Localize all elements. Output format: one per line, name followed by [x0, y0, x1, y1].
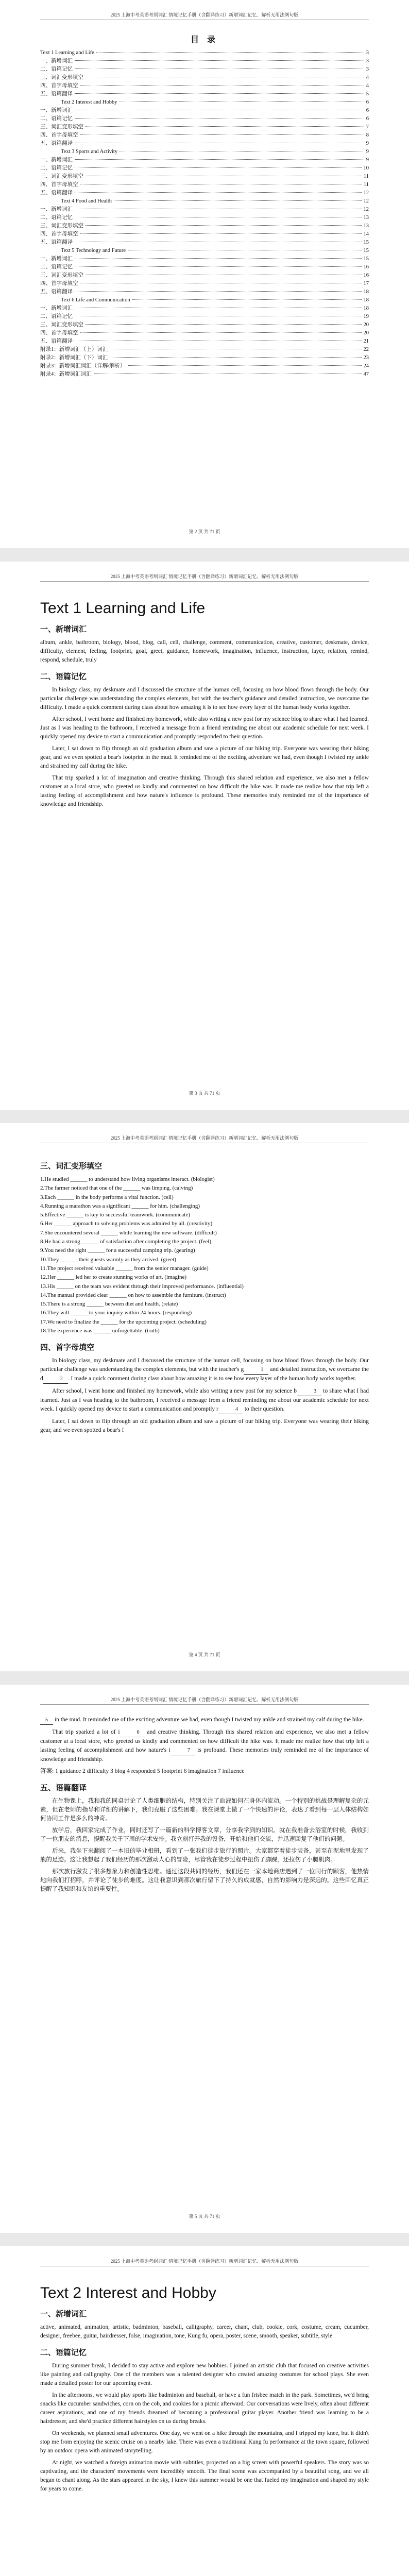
cloze-blank[interactable]: 2 [43, 1375, 68, 1384]
toc-entry[interactable] [40, 189, 369, 197]
passage-paragraph: After school, I went home and finished my homework, while also writing a new post for my science blog to share what I had learned. Just as I was heading to the bathroom, I received a message from a friend reminding me about our academic schedule for next week. I quickly opened my device to start a communication and promptly responded to their question. [40, 716, 369, 740]
toc-entry-title: Text 4 Food and Health [61, 198, 112, 204]
toc-leader-dots [75, 60, 364, 61]
toc-entry-title: 二、语篇记忆 [40, 314, 73, 319]
toc-entry[interactable] [40, 90, 369, 98]
translation-paragraph: 那次旅行激发了很多想象力和创造性思维。通过这段共同的经历，我们还在一家本地商店遇到了一位同行的顾客，他热情地向我们打招呼，并评论了徒步的难度。这让我意识到那次旅行留下了持久的成就感，自然的影响力是深远的。这些回忆真正提醒了我知识和友谊的重要性。 [40, 1869, 369, 1892]
cloze-paragraph [40, 1387, 369, 1414]
toc-entry-title: 四、首字母填空 [40, 231, 78, 237]
exercise-item: 4.Running a marathon was a significant ______ for him. (challenging) [40, 1202, 200, 1209]
toc-entry[interactable] [40, 131, 369, 140]
toc-entry-page: 18 [363, 297, 369, 303]
toc-entry[interactable] [40, 239, 369, 247]
toc-entry[interactable] [40, 140, 369, 148]
toc-entry[interactable] [40, 263, 369, 272]
toc-entry-title: Text 6 Life and Communication [61, 297, 130, 303]
toc-entry[interactable] [40, 156, 369, 164]
toc-entry[interactable] [40, 57, 369, 65]
cloze-blank[interactable]: 6 [120, 1728, 145, 1737]
toc-entry[interactable] [40, 337, 369, 346]
section-heading-word-forms: 三、词汇变形填空 [40, 1162, 103, 1171]
section-heading-passage: 二、语篇记忆 [40, 672, 87, 681]
toc-entry-page: 6 [366, 108, 369, 113]
cloze-blank[interactable]: 7 [171, 1746, 195, 1755]
toc-leader-dots [86, 225, 362, 226]
passage-paragraph: In biology class, my deskmate and I discussed the structure of the human cell, focusing on how blood flows through the body. Our particular challenge was understanding the complex elements, but with the teacher's guidance and detailed instruction, we overcame the difficulty. I made a quick comment during class about how amazing it is to see how every layer of the human body works together. [40, 687, 369, 710]
toc-entry-page: 3 [366, 66, 369, 72]
cloze-text: That trip sparked a lot of i [52, 1729, 120, 1735]
running-header: 2025 上海中考英语考纲词汇 情境记忆手册（含翻译练习）新增词汇记忆、解析无用法例句版 [40, 11, 369, 20]
exercise-item: 16.They will ______ to your inquiry within 24 hours. (responding) [40, 1310, 192, 1316]
toc-entry[interactable] [40, 65, 369, 74]
running-header: 2025 上海中考英语考纲词汇 情境记忆手册（含翻译练习）新增词汇记忆、解析无用法例句版 [40, 573, 369, 582]
toc-entry-title: 一、新增词汇 [40, 58, 73, 64]
passage-paragraph: During summer break, I decided to stay active and explore new hobbies. I joined an artistic club that focused on creative activities like painting and calligraphy. One of the members was a talented designer who created amazing costumes for school plays. She even made a detailed poster for our upcoming event. [40, 2363, 369, 2386]
exercise-item: 5.Effective ______ is key to successful teamwork. (communicate) [40, 1212, 190, 1218]
toc-entry-title: Text 2 Interest and Hobby [61, 99, 117, 105]
section-heading-passage: 二、语篇记忆 [40, 2348, 87, 2357]
toc-entry[interactable] [40, 214, 369, 222]
toc-entry-page: 12 [363, 190, 369, 196]
exercise-page [0, 1123, 409, 1671]
toc-leader-dots [75, 266, 362, 267]
cloze-text: to share what I had learned. Just as I was heading to the bathroom, I received a message from a friend reminding me about our academic schedule for next week. I quickly opened my device to start a communication and promptly r [40, 1388, 369, 1413]
toc-entry-page: 16 [363, 273, 369, 278]
text1-page [0, 562, 409, 1110]
cloze-blank[interactable]: 3 [297, 1387, 321, 1396]
unit-title: Text 1 Learning and Life [40, 600, 206, 617]
toc-leader-dots [80, 233, 362, 234]
toc-entry-page: 13 [363, 215, 369, 221]
toc-leader-dots [114, 200, 362, 201]
unit-title: Text 2 Interest and Hobby [40, 2284, 216, 2301]
toc-entry-title: 附录1：新增词汇（上）词汇 [40, 347, 108, 352]
cloze-paragraph [40, 1357, 369, 1384]
toc-entry[interactable] [40, 164, 369, 173]
toc-title: 目 录 [190, 36, 218, 44]
toc-entry-title: Text 1 Learning and Life [40, 50, 94, 56]
exercise-item: 7.She encountered several ______ while learning the new software. (difficult) [40, 1229, 217, 1236]
toc-entry-title: 二、语篇记忆 [40, 215, 73, 221]
running-header: 2025 上海中考英语考纲词汇 情境记忆手册（含翻译练习）新增词汇记忆、解析无用法例句版 [40, 1134, 369, 1143]
toc-leader-dots [120, 101, 364, 102]
exercise-item: 2.The farmer noticed that one of the ______ was limping. (calving) [40, 1185, 193, 1192]
toc-entry-title: 一、新增词汇 [40, 157, 73, 163]
toc-entry[interactable] [40, 82, 369, 90]
toc-entry-page: 18 [363, 306, 369, 311]
toc-entry-page: 19 [363, 314, 369, 319]
cloze-text: . I made a quick comment during class about how amazing it is to see how every layer of the human body works together. [67, 1376, 356, 1382]
toc-entry[interactable] [40, 148, 369, 156]
toc-entry[interactable] [40, 329, 369, 337]
exercise-item: 11.The project received valuable ______ from the senior manager. (guide) [40, 1265, 209, 1272]
cloze-text: in the mud. It reminded me of the exciting adventure we had, even though I twisted my ankle and strained my calf during the hike. [54, 1717, 364, 1723]
toc-entry-title: 五、语篇翻译 [40, 190, 73, 196]
toc-entry-title: 一、新增词汇 [40, 108, 73, 113]
toc-entry-page: 6 [366, 116, 369, 122]
toc-entry-page: 5 [366, 91, 369, 97]
answer-key: 答案: 1 guidance 2 difficulty 3 blog 4 responded 5 footprint 6 imagination 7 influence [40, 1768, 245, 1774]
toc-entry-title: 三、词汇变形填空 [40, 75, 83, 80]
toc-entry-title: 五、语篇翻译 [40, 240, 73, 245]
toc-leader-dots [86, 126, 364, 127]
toc-entry-title: 三、词汇变形填空 [40, 322, 83, 328]
exercise-item: 18.The experience was ______ unforgettable. (truth) [40, 1328, 160, 1334]
toc-entry-title: Text 5 Technology and Future [61, 248, 126, 253]
toc-entry[interactable] [40, 272, 369, 280]
toc-entry[interactable] [40, 346, 369, 354]
toc-entry-title: 二、语篇记忆 [40, 66, 73, 72]
toc-entry-page: 23 [363, 355, 369, 361]
toc-entry-title: 四、首字母填空 [40, 182, 78, 188]
cloze-paragraph [40, 1728, 369, 1764]
cloze-paragraph [40, 1417, 369, 1435]
page-footer: 第 2 页 共 71 页 [189, 529, 220, 534]
toc-leader-dots [75, 192, 362, 193]
toc-entry[interactable] [40, 370, 369, 379]
cloze-text: After school, I went home and finished my homework, while also writing a new post for my science b [52, 1388, 297, 1395]
cloze-blank[interactable]: 1 [244, 1365, 268, 1375]
exercise-item: 15.There is a strong ______ between diet and health. (relate) [40, 1301, 178, 1308]
cloze-paragraph [40, 1716, 369, 1725]
page-footer: 第 3 页 共 71 页 [189, 1091, 220, 1096]
toc-entry-page: 14 [363, 231, 369, 237]
text2-page [0, 2246, 409, 2576]
toc-entry[interactable] [40, 354, 369, 362]
toc-entry-title: 五、语篇翻译 [40, 338, 73, 344]
exercise-item: 10.They ______ their guests warmly as they arrived. (greet) [40, 1256, 176, 1263]
toc-entry[interactable] [40, 255, 369, 263]
toc-entry-page: 15 [363, 240, 369, 245]
section-heading-translation: 五、语篇翻译 [40, 1784, 87, 1792]
toc-leader-dots [75, 159, 364, 160]
exercise-item: 12.Her ______ led her to create stunning works of art. (imagine) [40, 1274, 187, 1281]
toc-leader-dots [75, 93, 364, 94]
cloze-text: and detailed instruction, we overcame the d [40, 1366, 369, 1382]
toc-entry-page: 15 [363, 248, 369, 253]
toc-leader-dots [132, 299, 362, 300]
passage-paragraph: Later, I sat down to flip through an old graduation album and saw a picture of our hiking trip. Everyone was wearing their hiking gear, and we even spotted a bear's footprint in the mud. It reminded me of the exciting adventure we had, even though I twisted my ankle and strained my calf during the hike. [40, 745, 369, 769]
toc-entry-page: 15 [363, 256, 369, 262]
exercise-item: 1.He studied ______ to understand how living organisms interact. (biologist) [40, 1176, 215, 1182]
new-words-list: album, ankle, bathroom, biology, blood, blog, call, cell, challenge, comment, communication, creative, customer, deskmate, device, difficulty, element, feeling, footprint, goal, greet, guidance, homework, imagination, influence, instruction, layer, relation, remind, respond, schedule, truly [40, 639, 369, 663]
passage-paragraph: That trip sparked a lot of imagination and creative thinking. Through this shared relation and experience, we also met a fellow customer at a local store, who greeted us kindly and commented on how difficult the hike was. It made me realize how that trip left a lasting feeling of accomplishment and how nature's influence is profound. These memories truly reminded me of the importance of knowledge and friendship. [40, 775, 369, 807]
toc-entry-page: 16 [363, 264, 369, 270]
toc-entry-title: 三、词汇变形填空 [40, 223, 83, 229]
toc-entry[interactable] [40, 181, 369, 189]
cloze-text: Later, I sat down to flip through an old graduation album and saw a picture of our hiking trip. Everyone was wearing their hiking gear, and we even spotted a bear's f [40, 1418, 369, 1434]
toc-entry-page: 11 [363, 182, 369, 188]
cloze-text: and creative thinking. Through this shared relation and experience, we also met a fellow customer at a local store, who greeted us kindly and commented on how difficult the hike was. It made me realize how that trip left a lasting feeling of accomplishment and how nature's i [40, 1729, 369, 1753]
passage-paragraph: At night, we watched a foreign animation movie with subtitles, projected on a big screen with powerful speakers. The story was so captivating, and the characters' movements were incredibly smooth. The final scene was accompanied by a beautiful song, and we all began to chant along. As the stars appeared in the sky, I knew this summer would be one that fueled my imagination and shaped my style for years to come. [40, 2460, 369, 2492]
exercise-item: 3.Each ______ in the body performs a vital function. (cell) [40, 1194, 174, 1200]
toc-entry-page: 12 [363, 207, 369, 212]
toc-entry-title: 附录4：新增词汇词汇 [40, 371, 92, 377]
cloze-blank[interactable]: 4 [218, 1405, 243, 1414]
toc-leader-dots [75, 167, 362, 168]
toc-entry-page: 17 [363, 281, 369, 286]
toc-entry-title: 附录2：新增词汇（下）词汇 [40, 355, 108, 361]
toc-entry-title: 二、语篇记忆 [40, 116, 73, 122]
toc-entry[interactable] [40, 313, 369, 321]
passage-paragraph: In the afternoons, we would play sports like badminton and baseball, or have a fun frisbee match in the park. Sometimes, we'd bring snacks like cucumber sandwiches, corn on the cob, and cookies for a picnic afterward. Our conversations were lively, often about different career aspirations, and one of my friends dreamed of becoming a professional guitar player. Another friend was learning to be a hairdresser, and she'd practice different hairstyles on us during breaks. [40, 2392, 369, 2425]
toc-entry-page: 13 [363, 223, 369, 229]
cloze-text: to their question. [244, 1406, 285, 1413]
toc-entry[interactable] [40, 222, 369, 230]
toc-entry-title: 四、首字母填空 [40, 330, 78, 336]
toc-entry[interactable] [40, 230, 369, 239]
toc-entry[interactable] [40, 321, 369, 329]
toc-entry-title: 一、新增词汇 [40, 256, 73, 262]
toc-entry-page: 9 [366, 141, 369, 146]
toc-leader-dots [86, 324, 362, 325]
running-header: 2025 上海中考英语考纲词汇 情境记忆手册（含翻译练习）新增词汇记忆、解析无用法例句版 [40, 1696, 369, 1705]
toc-entry-page: 21 [363, 338, 369, 344]
exercise-item: 8.He had a strong ______ of satisfaction after completing the project. (feel) [40, 1239, 212, 1245]
toc-entry[interactable] [40, 206, 369, 214]
toc-entry-title: 五、语篇翻译 [40, 91, 73, 97]
toc-entry-title: Text 3 Sports and Activity [61, 149, 118, 155]
toc-entry-page: 4 [366, 83, 369, 89]
exercise-item: 14.The manual provided clear ______ on how to assemble the furniture. (instruct) [40, 1292, 226, 1298]
toc-entry-title: 三、词汇变形填空 [40, 174, 83, 179]
toc-entry-title: 二、语篇记忆 [40, 165, 73, 171]
toc-list [40, 49, 369, 379]
word-form-exercise-list [40, 1175, 369, 1335]
toc-entry-title: 一、新增词汇 [40, 207, 73, 212]
toc-leader-dots [80, 332, 362, 333]
toc-entry[interactable] [40, 288, 369, 296]
cloze-text: In biology class, my deskmate and I discussed the structure of the human cell, focusing on how blood flows through the body. Our particular challenge was understanding the complex elements, but with the teacher's g [40, 1358, 369, 1373]
translation-page [0, 1685, 409, 2233]
toc-entry[interactable] [40, 304, 369, 313]
toc-entry[interactable] [40, 280, 369, 288]
toc-entry-page: 47 [363, 371, 369, 377]
toc-entry[interactable] [40, 197, 369, 206]
translation-paragraph: 后来，我坐下来翻阅了一本旧的毕业相册，看到了一张我们徒步旅行的照片。大家都穿着徒步装备，甚至在泥地里发现了熊的足迹。这让我想起了我们经历的那次激动人心的冒险，尽管我在徒步过程中扭伤了脚踝，还拉伤了小腿肌肉。 [40, 1848, 369, 1863]
toc-entry[interactable] [40, 123, 369, 131]
toc-entry[interactable] [40, 362, 369, 370]
toc-entry-title: 五、语篇翻译 [40, 289, 73, 295]
toc-entry[interactable] [40, 98, 369, 107]
exercise-item: 6.Her ______ approach to solving problems was admired by all. (creativity) [40, 1221, 213, 1227]
page-footer: 第 4 页 共 71 页 [189, 1652, 220, 1657]
cloze-text: is profound. These memories truly reminded me of the importance of knowledge and friendship. [40, 1747, 369, 1762]
toc-entry-page: 22 [363, 347, 369, 352]
toc-entry-title: 三、词汇变形填空 [40, 273, 83, 278]
toc-entry-page: 4 [366, 75, 369, 80]
toc-entry-title: 四、首字母填空 [40, 132, 78, 138]
new-words-list: active, animated, animation, artistic, badminton, baseball, calligraphy, career, chant, club, cookie, cork, costume, cream, cucumber, designer, freebee, guitar, hairdresser, folse, imagination, tone, Kung fu, opera, poster, scene, smooth, speaker, subtitle, style [40, 2324, 369, 2339]
toc-entry-page: 9 [366, 157, 369, 163]
toc-entry-page: 11 [363, 174, 369, 179]
toc-entry-page: 7 [366, 124, 369, 130]
toc-entry-page: 20 [363, 330, 369, 336]
toc-entry[interactable] [40, 173, 369, 181]
toc-entry[interactable] [40, 247, 369, 255]
translation-paragraph: 放学后，我回家完成了作业，同时还写了一篇新的科学博客文章，分享我学到的知识。就在我准备去浴室的时候，我收到了一位朋友的消息，提醒我关于下周的学术安排。我立刻打开我的设备，开始和他们交流，并迅速回复了他们的问题。 [40, 1827, 369, 1842]
toc-entry-page: 3 [366, 50, 369, 56]
exercise-item: 13.His ______ on the team was evident through their improved performance. (influential) [40, 1283, 244, 1290]
toc-page [0, 0, 409, 548]
toc-leader-dots [75, 291, 362, 292]
toc-entry[interactable] [40, 49, 369, 57]
toc-entry-title: 五、语篇翻译 [40, 141, 73, 146]
toc-entry[interactable] [40, 74, 369, 82]
cloze-blank[interactable]: 5 [40, 1716, 53, 1725]
toc-entry-title: 二、语篇记忆 [40, 264, 73, 270]
toc-leader-dots [128, 365, 362, 366]
toc-entry[interactable] [40, 107, 369, 115]
toc-entry-page: 12 [363, 198, 369, 204]
toc-entry-page: 9 [366, 149, 369, 155]
toc-leader-dots [110, 357, 361, 358]
section-heading-initial-letter: 四、首字母填空 [40, 1343, 95, 1352]
toc-entry-title: 三、词汇变形填空 [40, 124, 83, 130]
page-footer: 第 5 页 共 71 页 [189, 2214, 220, 2219]
toc-entry-page: 6 [366, 99, 369, 105]
toc-leader-dots [96, 52, 364, 53]
toc-entry-page: 20 [363, 322, 369, 328]
toc-entry-title: 四、首字母填空 [40, 83, 78, 89]
running-header: 2025 上海中考英语考纲词汇 情境记忆手册（含翻译练习）新增词汇记忆、解析无用法例句版 [40, 2258, 369, 2266]
toc-entry-page: 8 [366, 132, 369, 138]
toc-entry-title: 四、首字母填空 [40, 281, 78, 286]
toc-entry-page: 24 [363, 363, 369, 369]
section-heading-new-words: 一、新增词汇 [40, 625, 87, 634]
toc-entry[interactable] [40, 296, 369, 304]
section-heading-new-words: 一、新增词汇 [40, 2310, 87, 2318]
exercise-item: 9.You need the right ______ for a successful camping trip. (gearing) [40, 1247, 195, 1254]
toc-entry-page: 18 [363, 289, 369, 295]
exercise-item: 17.We need to finalize the ______ for the upcoming project. (scheduling) [40, 1318, 207, 1325]
toc-entry-page: 3 [366, 58, 369, 64]
toc-entry-title: 附录3：新增词汇词汇（详解/解析） [40, 363, 126, 369]
toc-entry[interactable] [40, 115, 369, 123]
toc-leader-dots [80, 85, 364, 86]
toc-leader-dots [80, 134, 364, 135]
passage-paragraph: On weekends, we planned small adventures. One day, we went on a hike through the mountains, and I tripped my knee, but it didn't stop me from enjoying the scenic cruise on a nearby lake. There was even a traditional Kung fu performance at the town square, followed by an outdoor opera with animated storytelling. [40, 2430, 369, 2454]
toc-entry-page: 10 [363, 165, 369, 171]
toc-entry-title: 一、新增词汇 [40, 306, 73, 311]
translation-paragraph: 在生物课上，我和我的同桌讨论了人类细胞的结构，特别关注了血液如何在身体内流动。一个特别的挑战是理解复杂的元素，但在老师的指导和详细的讲解下，我们克服了这些困难。我在课堂上做了一个快速的评论，表达了看到每一层人体结构如何协同工作是多么的神奇。 [40, 1798, 369, 1822]
toc-leader-dots [75, 258, 362, 259]
